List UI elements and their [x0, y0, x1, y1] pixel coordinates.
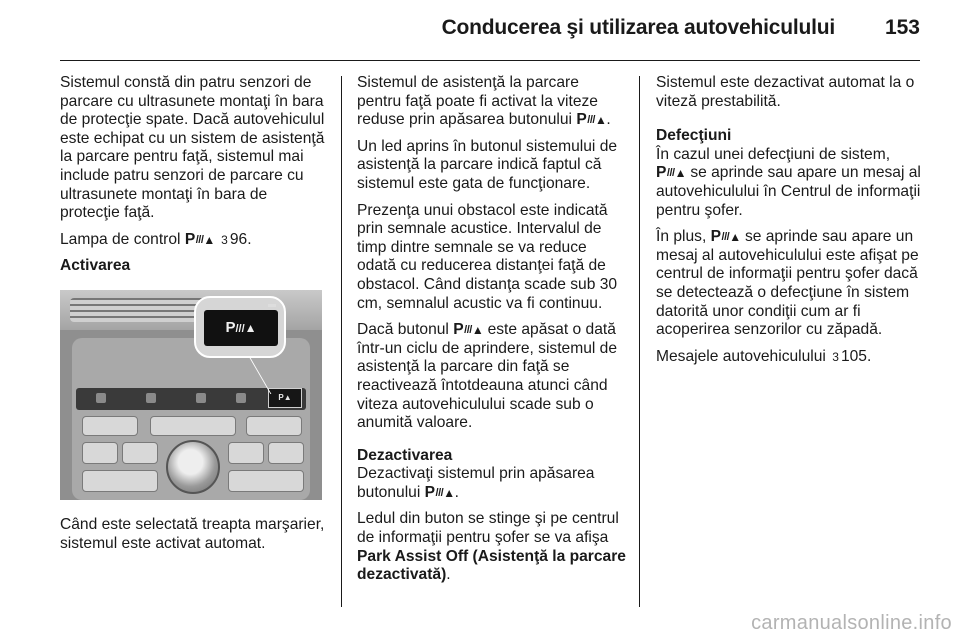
page-reference-arrow-icon: 3 [221, 232, 228, 247]
led-paragraph: Un led aprins în butonul sistemului de asistenţă la parcare indică faptul că sistemul este gata de funcţionare. [357, 137, 618, 192]
fault-paragraph: În cazul unei defecţiuni de sistem, P///▲ se aprinde sau apare un mesaj al autovehiculului în Centrul de informaţii pentru şofer. [656, 145, 921, 219]
button-led [268, 304, 276, 307]
header-rule [60, 60, 920, 61]
button-press-paragraph: Dacă butonul P///▲ este apăsat o dată într-un ciclu de aprindere, sistemul de asistenţă la parcare din faţă se reactivează întotdeauna atunci când viteza autovehiculului scade sub o anumită valoare. [357, 321, 618, 432]
park-assist-icon: P///▲ [656, 164, 686, 182]
column-2 [357, 74, 627, 593]
intro-paragraph: Sistemul constă din patru senzori de parcare cu ultrasunete montaţi în bara de protecţie spate. Dacă autovehiculul este echipat cu un sistem de asistenţă la parcare pentru faţă, sistemul mai include patru senzori de parcare cu ultrasunete montaţi în bara de protecţie faţă. [60, 74, 325, 222]
park-assist-icon: P///▲ [576, 111, 607, 129]
park-assist-icon: P///▲ [710, 228, 741, 246]
heading-faults: Defecţiuni [656, 127, 732, 145]
column-divider-2 [639, 76, 640, 607]
obstacle-paragraph: Prezenţa unui obstacol este indicată prin semnale acustice. Intervalul de timp dintre semnale se va reduce odată cu reducerea distanţei faţă de obstacol. Când distanţa scade sub 30 cm, semnalul acustic va fi continuu. [357, 201, 618, 312]
park-assist-button-small: P▲ [268, 388, 302, 408]
deactivation-paragraph: Dezactivaţi sistemul prin apăsarea butonului P///▲. [357, 465, 595, 501]
column-3 [656, 74, 924, 374]
page-header [0, 0, 960, 62]
park-assist-button-callout [194, 296, 286, 358]
column-divider-1 [341, 76, 342, 607]
watermark: carmanualsonline.info [751, 612, 952, 634]
rotary-knob [166, 440, 220, 494]
column-1 [60, 74, 328, 561]
center-console-figure [60, 290, 322, 500]
park-assist-icon: P///▲ [184, 230, 215, 248]
heading-deactivation: Dezactivarea [357, 446, 453, 464]
chapter-title: Conducerea şi utilizarea autovehiculului [441, 16, 835, 39]
vehicle-messages-line: Mesajele autovehiculului 3 105. [656, 347, 872, 365]
auto-deactivation-paragraph: Sistemul este dezactivat automat la o viteză prestabilită. [656, 74, 915, 110]
park-assist-icon: P///▲ [453, 321, 484, 339]
park-assist-off-message: Park Assist Off (Asistenţă la parcare dezactivată) [357, 547, 626, 584]
led-off-paragraph: Ledul din buton se stinge şi pe centrul de informaţii pentru şofer se va afişa Park Assist Off (Asistenţă la parcare dezactivată). [357, 510, 626, 584]
page-number: 153 [884, 16, 920, 39]
control-lamp-line: Lampa de control P///▲ 3 96. [60, 230, 252, 248]
park-assist-icon: P///▲ [424, 483, 455, 501]
additional-fault-paragraph: În plus, P///▲ se aprinde sau apare un mesaj al autovehiculului este afişat pe centrul de informaţii pentru şofer dacă se detectează o defecţiune în sistem datorită unor condiţii cum ar fi acoperirea senzorilor cu zăpadă. [656, 228, 919, 339]
park-assist-button-enlarged: P///▲ [204, 310, 278, 346]
front-activation-paragraph: Sistemul de asistenţă la parcare pentru faţă poate fi activat la viteze reduse prin apăsarea butonului P///▲. [357, 74, 611, 129]
page-reference-arrow-icon: 3 [832, 349, 839, 364]
heading-activation: Activarea [60, 257, 131, 275]
reverse-gear-paragraph: Când este selectată treapta marşarier, sistemul este activat automat. [60, 515, 325, 552]
